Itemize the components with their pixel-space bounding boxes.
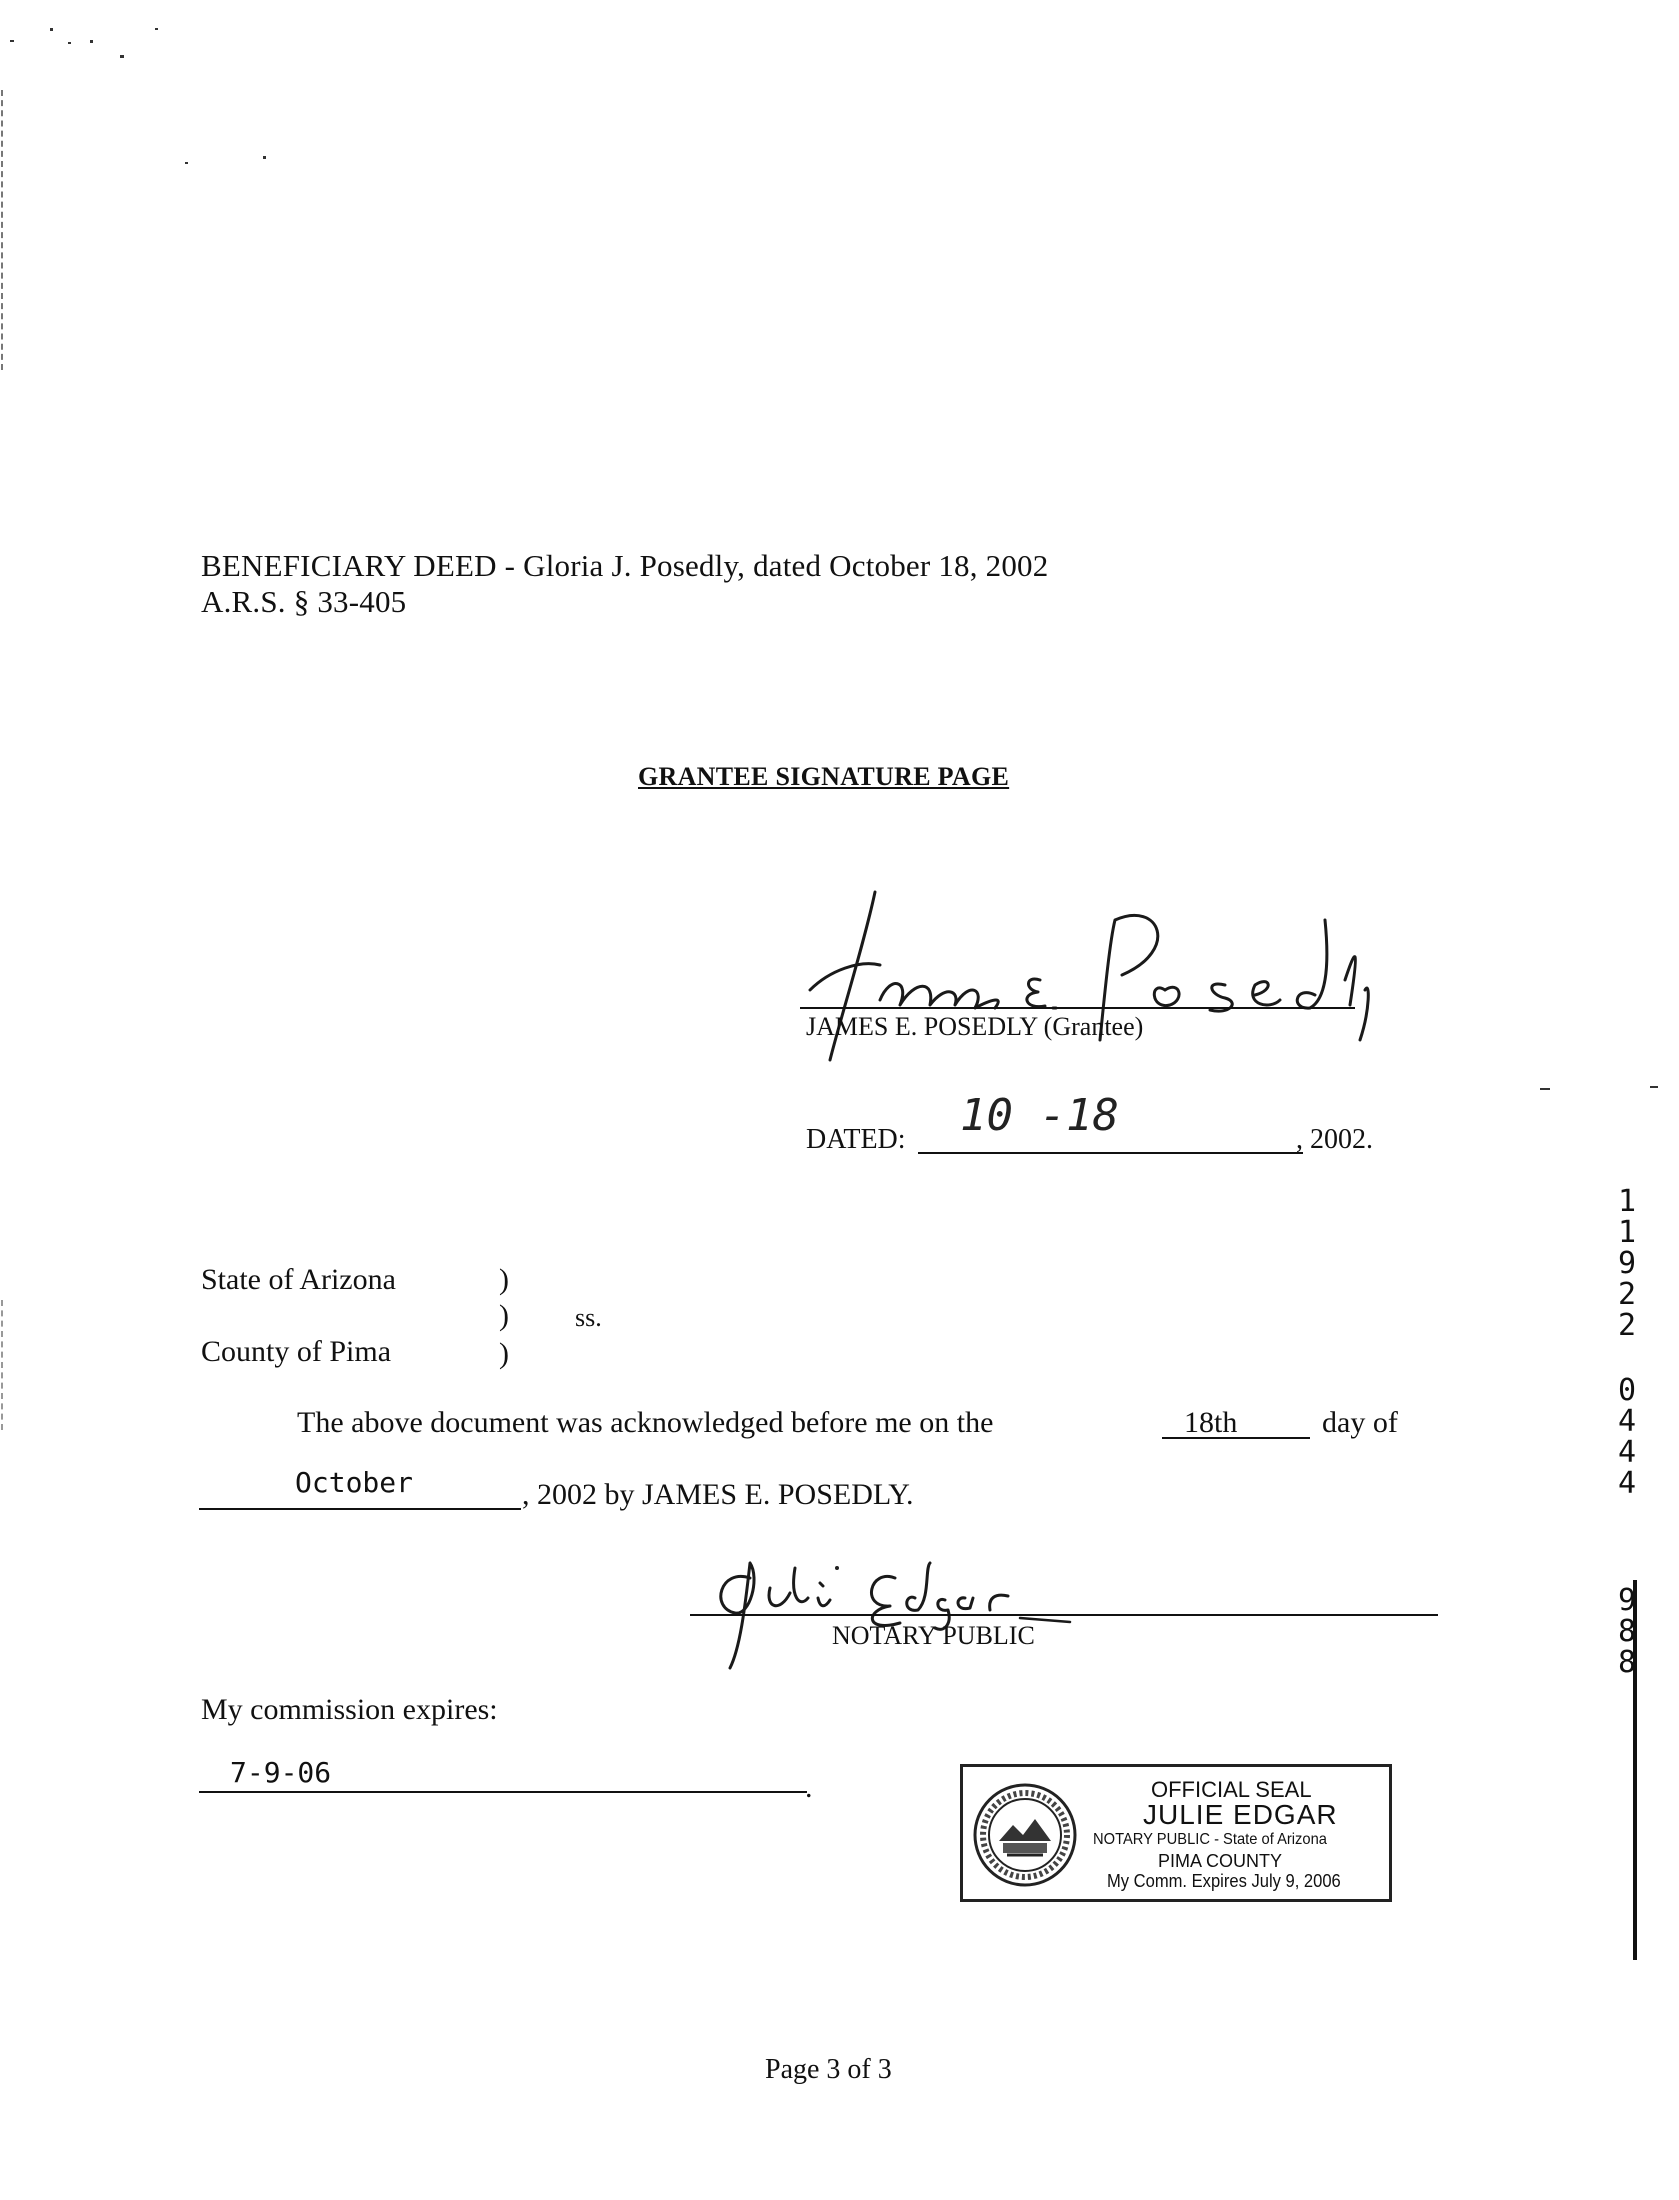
commission-value: 7-9-06	[230, 1756, 332, 1789]
scan-edge-mark	[1, 90, 3, 370]
commission-label: My commission expires:	[201, 1693, 498, 1726]
page-number: Page 3 of 3	[765, 2054, 892, 2085]
notary-signature-line	[690, 1614, 1438, 1616]
dated-line	[918, 1152, 1303, 1154]
venue-paren: )	[499, 1263, 509, 1296]
deed-reference-line: BENEFICIARY DEED - Gloria J. Posedly, dated October 18, 2002	[201, 548, 1049, 583]
grantee-signature	[770, 880, 1370, 1080]
seal-county: PIMA COUNTY	[1158, 1851, 1283, 1871]
acknowledgment-text: The above document was acknowledged before me on the	[297, 1406, 994, 1439]
recording-number-group: 11922	[1618, 1184, 1637, 1343]
acknowledgment-year-name: , 2002 by JAMES E. POSEDLY.	[522, 1478, 914, 1511]
acknowledgment-day: 18th	[1184, 1406, 1238, 1439]
acknowledgment-day-of: day of	[1322, 1406, 1398, 1439]
dated-year: , 2002.	[1296, 1124, 1373, 1155]
acknowledgment-month: October	[295, 1466, 414, 1499]
dated-value: 10 -18	[960, 1090, 1119, 1141]
venue-paren: )	[499, 1337, 509, 1370]
commission-end: .	[805, 1771, 813, 1804]
acknowledgment-month-line	[199, 1508, 521, 1510]
recording-margin-bar	[1633, 1580, 1637, 1960]
venue-ss: ss.	[575, 1303, 602, 1332]
venue-state: State of Arizona	[201, 1263, 396, 1296]
recording-number	[1618, 1186, 1658, 1678]
seal-expiration: My Comm. Expires July 9, 2006	[1107, 1871, 1341, 1891]
grantee-signature-line	[800, 1007, 1355, 1009]
seal-notary-state: NOTARY PUBLIC - State of Arizona	[1093, 1831, 1327, 1848]
official-seal-stamp	[960, 1764, 1392, 1902]
venue-county: County of Pima	[201, 1335, 392, 1368]
commission-line	[199, 1791, 807, 1793]
state-seal-emblem	[973, 1783, 1077, 1887]
acknowledgment-day-line	[1162, 1437, 1310, 1439]
recording-number-group: 988	[1618, 1583, 1637, 1680]
dated-label: DATED:	[806, 1124, 906, 1155]
notary-label: NOTARY PUBLIC	[832, 1621, 1035, 1650]
page-title: GRANTEE SIGNATURE PAGE	[638, 762, 1010, 791]
venue-paren: )	[499, 1299, 509, 1332]
recording-number-group: 0444	[1618, 1373, 1637, 1501]
seal-title: OFFICIAL SEAL	[1151, 1777, 1312, 1802]
scan-edge-mark	[1, 1300, 3, 1430]
notary-signature	[690, 1538, 1110, 1678]
grantee-name: JAMES E. POSEDLY (Grantee)	[806, 1012, 1144, 1041]
statute-reference-line: A.R.S. § 33-405	[201, 584, 407, 619]
seal-notary-name: JULIE EDGAR	[1143, 1799, 1338, 1830]
